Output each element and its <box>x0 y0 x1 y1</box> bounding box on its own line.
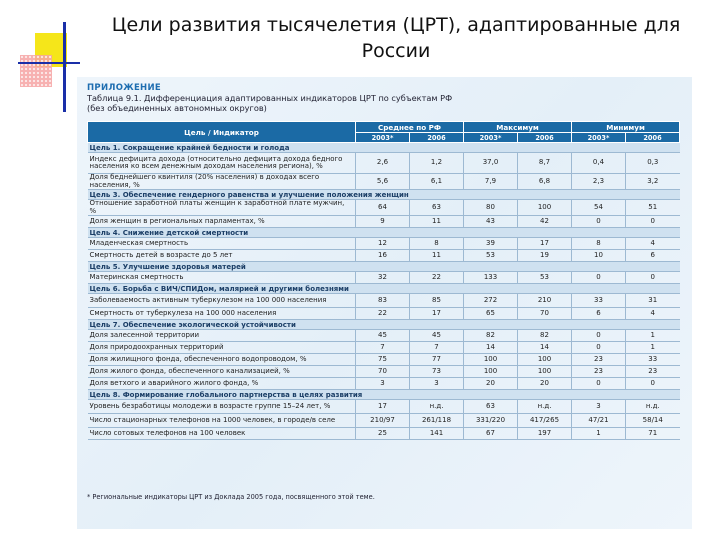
table-body <box>88 143 680 440</box>
indicator-value: 1 <box>572 428 626 440</box>
indicator-value: 7 <box>410 342 464 354</box>
indicator-value: 12 <box>356 238 410 250</box>
section-row <box>88 228 680 238</box>
indicator-label: Уровень безработицы молодежи в возрасте группе 15–24 лет, % <box>88 400 356 414</box>
indicator-value: 71 <box>626 428 680 440</box>
indicator-value: 58/14 <box>626 414 680 428</box>
table-caption-line1: Таблица 9.1. Дифференциация адаптированных индикаторов ЦРТ по субъектам РФ <box>87 93 453 103</box>
footnote: * Региональные индикаторы ЦРТ из Доклада 2005 года, посвященного этой теме. <box>87 493 375 501</box>
indicator-value: 63 <box>464 400 518 414</box>
indicator-value: 9 <box>356 216 410 228</box>
indicator-value: 45 <box>356 330 410 342</box>
indicator-label: Младенческая смертность <box>88 238 356 250</box>
indicator-value: 6,1 <box>410 174 464 190</box>
indicator-value: 53 <box>464 250 518 262</box>
indicator-value: 82 <box>464 330 518 342</box>
col-year: 2003* <box>356 133 410 143</box>
section-label: Цель 8. Формирование глобального партнерства в целях развития <box>88 390 680 400</box>
indicator-value: 65 <box>464 308 518 320</box>
col-header-goal: Цель / Индикатор <box>88 122 356 143</box>
indicator-value: 0 <box>626 216 680 228</box>
indicator-value: 70 <box>518 308 572 320</box>
indicator-value: 6 <box>626 250 680 262</box>
section-row <box>88 262 680 272</box>
indicator-value: 51 <box>626 200 680 216</box>
table-row <box>88 216 680 228</box>
table-row <box>88 428 680 440</box>
slide-title: Цели развития тысячелетия (ЦРТ), адаптированные для России <box>111 14 681 62</box>
decor-vertical-line <box>63 22 66 112</box>
indicator-value: 47/21 <box>572 414 626 428</box>
table-row <box>88 330 680 342</box>
section-row <box>88 190 680 200</box>
indicator-value: 8,7 <box>518 153 572 174</box>
indicator-value: 82 <box>518 330 572 342</box>
indicator-value: 0 <box>572 216 626 228</box>
indicator-value: 39 <box>464 238 518 250</box>
indicator-label: Доля жилого фонда, обеспеченного канализацией, % <box>88 366 356 378</box>
indicator-value: 77 <box>410 354 464 366</box>
indicator-value: 4 <box>626 238 680 250</box>
table-row <box>88 354 680 366</box>
indicator-label: Материнская смертность <box>88 272 356 284</box>
indicator-value: 2,3 <box>572 174 626 190</box>
section-label: Цель 1. Сокращение крайней бедности и голода <box>88 143 680 153</box>
indicator-value: 8 <box>572 238 626 250</box>
indicator-value: 141 <box>410 428 464 440</box>
indicator-value: 73 <box>410 366 464 378</box>
col-year: 2003* <box>572 133 626 143</box>
indicator-value: 14 <box>464 342 518 354</box>
indicator-value: 3,2 <box>626 174 680 190</box>
indicator-value: 6,8 <box>518 174 572 190</box>
indicator-value: 43 <box>464 216 518 228</box>
indicator-value: 1 <box>626 330 680 342</box>
indicator-label: Доля женщин в региональных парламентах, % <box>88 216 356 228</box>
table-row <box>88 174 680 190</box>
indicator-value: 33 <box>572 294 626 308</box>
indicator-value: 0 <box>626 272 680 284</box>
indicator-value: 1 <box>626 342 680 354</box>
table-row <box>88 308 680 320</box>
table-row <box>88 238 680 250</box>
section-row <box>88 284 680 294</box>
indicator-value: 17 <box>518 238 572 250</box>
indicator-label: Индекс дефицита дохода (относительно дефицита дохода бедного населения ко всем денежным доходам населения региона), % <box>88 153 356 174</box>
indicator-value: 5,6 <box>356 174 410 190</box>
section-label: Цель 6. Борьба с ВИЧ/СПИДом, малярией и другими болезнями <box>88 284 680 294</box>
indicator-label: Доля ветхого и аварийного жилого фонда, % <box>88 378 356 390</box>
indicator-value: 0,4 <box>572 153 626 174</box>
indicator-value: 100 <box>464 354 518 366</box>
table-row <box>88 378 680 390</box>
indicator-value: 7,9 <box>464 174 518 190</box>
indicator-value: 19 <box>518 250 572 262</box>
indicator-value: 23 <box>572 354 626 366</box>
indicator-value: н.д. <box>410 400 464 414</box>
indicator-value: 0 <box>572 272 626 284</box>
indicator-value: 31 <box>626 294 680 308</box>
indicator-value: н.д. <box>518 400 572 414</box>
indicator-value: 80 <box>464 200 518 216</box>
indicator-value: 32 <box>356 272 410 284</box>
table-row <box>88 153 680 174</box>
indicator-label: Смертность от туберкулеза на 100 000 населения <box>88 308 356 320</box>
indicator-value: 85 <box>410 294 464 308</box>
indicator-value: 54 <box>572 200 626 216</box>
section-row <box>88 143 680 153</box>
indicator-value: 42 <box>518 216 572 228</box>
table-row <box>88 200 680 216</box>
indicator-value: 63 <box>410 200 464 216</box>
table-row <box>88 272 680 284</box>
indicator-value: 64 <box>356 200 410 216</box>
indicator-value: н.д. <box>626 400 680 414</box>
table-caption-line2: (без объединенных автономных округов) <box>87 103 267 113</box>
indicator-value: 1,2 <box>410 153 464 174</box>
indicator-value: 210/97 <box>356 414 410 428</box>
indicator-value: 0 <box>572 342 626 354</box>
indicator-value: 6 <box>572 308 626 320</box>
indicator-value: 22 <box>356 308 410 320</box>
indicator-value: 210 <box>518 294 572 308</box>
indicator-value: 133 <box>464 272 518 284</box>
indicator-value: 11 <box>410 250 464 262</box>
table-row <box>88 342 680 354</box>
indicator-value: 70 <box>356 366 410 378</box>
section-label: Цель 3. Обеспечение гендерного равенства и улучшение положения женщин <box>88 190 680 200</box>
indicator-value: 37,0 <box>464 153 518 174</box>
indicator-value: 22 <box>410 272 464 284</box>
indicator-value: 11 <box>410 216 464 228</box>
col-group-maximum: Максимум <box>464 122 572 133</box>
col-year: 2003* <box>464 133 518 143</box>
indicator-value: 75 <box>356 354 410 366</box>
indicator-value: 100 <box>518 200 572 216</box>
document-header <box>87 83 647 113</box>
indicator-value: 14 <box>518 342 572 354</box>
indicator-label: Смертность детей в возрасте до 5 лет <box>88 250 356 262</box>
indicator-value: 83 <box>356 294 410 308</box>
table-row <box>88 414 680 428</box>
indicator-value: 272 <box>464 294 518 308</box>
indicator-value: 2,6 <box>356 153 410 174</box>
decor-pink-dots <box>20 55 52 87</box>
indicator-value: 20 <box>518 378 572 390</box>
indicator-value: 417/265 <box>518 414 572 428</box>
indicator-value: 25 <box>356 428 410 440</box>
indicator-value: 100 <box>464 366 518 378</box>
indicator-label: Доля природоохранных территорий <box>88 342 356 354</box>
indicator-value: 23 <box>572 366 626 378</box>
indicator-value: 261/118 <box>410 414 464 428</box>
indicator-value: 331/220 <box>464 414 518 428</box>
indicator-value: 8 <box>410 238 464 250</box>
indicator-value: 45 <box>410 330 464 342</box>
section-row <box>88 320 680 330</box>
col-group-minimum: Минимум <box>572 122 680 133</box>
indicator-label: Число сотовых телефонов на 100 человек <box>88 428 356 440</box>
indicator-value: 3 <box>356 378 410 390</box>
table-row <box>88 366 680 378</box>
indicator-table <box>87 121 680 440</box>
indicator-value: 100 <box>518 354 572 366</box>
indicator-label: Доля залесенной территории <box>88 330 356 342</box>
col-year: 2006 <box>518 133 572 143</box>
table-row <box>88 294 680 308</box>
table-row <box>88 250 680 262</box>
indicator-label: Доля беднейшего квинтиля (20% населения) в доходах всего населения, % <box>88 174 356 190</box>
indicator-value: 0 <box>626 378 680 390</box>
indicator-value: 33 <box>626 354 680 366</box>
indicator-value: 53 <box>518 272 572 284</box>
section-row <box>88 390 680 400</box>
indicator-label: Число стационарных телефонов на 1000 человек, в городе/в селе <box>88 414 356 428</box>
indicator-value: 10 <box>572 250 626 262</box>
indicator-value: 100 <box>518 366 572 378</box>
document-scan <box>77 77 692 529</box>
col-year: 2006 <box>410 133 464 143</box>
col-year: 2006 <box>626 133 680 143</box>
section-label: Цель 7. Обеспечение экологической устойчивости <box>88 320 680 330</box>
decor-horizontal-line <box>18 62 80 64</box>
indicator-value: 17 <box>410 308 464 320</box>
indicator-value: 16 <box>356 250 410 262</box>
section-label: Цель 4. Снижение детской смертности <box>88 228 680 238</box>
table-row <box>88 400 680 414</box>
col-group-average: Среднее по РФ <box>356 122 464 133</box>
indicator-label: Доля жилищного фонда, обеспеченного водопроводом, % <box>88 354 356 366</box>
indicator-label: Заболеваемость активным туберкулезом на 100 000 населения <box>88 294 356 308</box>
indicator-value: 0 <box>572 330 626 342</box>
indicator-value: 67 <box>464 428 518 440</box>
indicator-value: 0 <box>572 378 626 390</box>
indicator-value: 197 <box>518 428 572 440</box>
indicator-value: 20 <box>464 378 518 390</box>
indicator-value: 3 <box>572 400 626 414</box>
section-label: Цель 5. Улучшение здоровья матерей <box>88 262 680 272</box>
indicator-value: 7 <box>356 342 410 354</box>
indicator-value: 0,3 <box>626 153 680 174</box>
indicator-value: 4 <box>626 308 680 320</box>
indicator-value: 17 <box>356 400 410 414</box>
indicator-value: 3 <box>410 378 464 390</box>
indicator-label: Отношение заработной платы женщин к заработной плате мужчин, % <box>88 200 356 216</box>
indicator-value: 23 <box>626 366 680 378</box>
appendix-label: ПРИЛОЖЕНИЕ <box>87 83 161 93</box>
